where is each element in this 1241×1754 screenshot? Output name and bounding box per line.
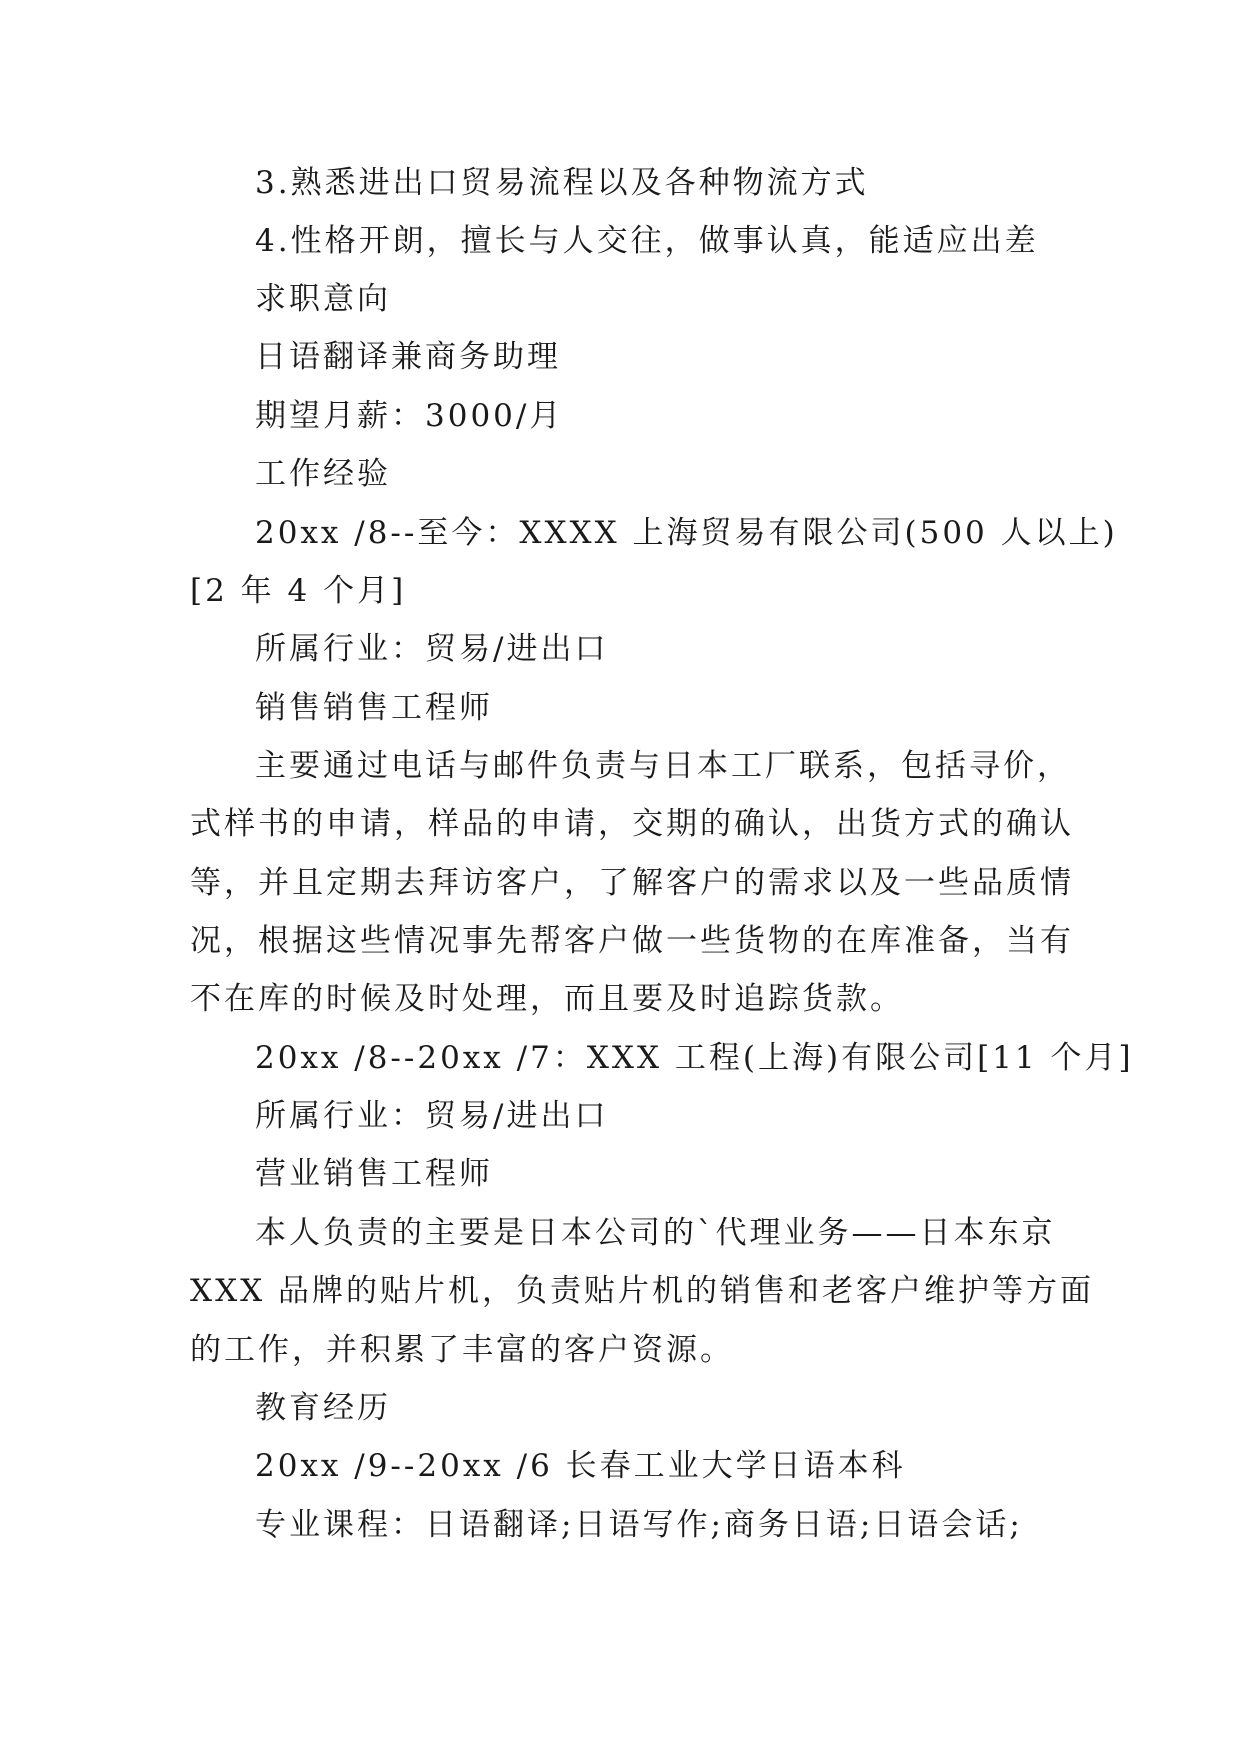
- job-2-title: 营业销售工程师: [255, 1156, 493, 1192]
- job-2-description-line: 本人负责的主要是日本公司的`代理业务——日本东京: [255, 1215, 1056, 1251]
- section-heading-education: 教育经历: [255, 1390, 391, 1426]
- skill-item-4: 4.性格开朗，擅长与人交往，做事认真，能适应出差: [255, 223, 1039, 259]
- job-2-description-line: XXX 品牌的贴片机，负责贴片机的销售和老客户维护等方面: [190, 1273, 1095, 1309]
- job-1-description-line: 主要通过电话与邮件负责与日本工厂联系，包括寻价，: [255, 748, 1071, 784]
- job-1-title: 销售销售工程师: [255, 690, 493, 726]
- section-heading-work-experience: 工作经验: [255, 456, 391, 492]
- job-1-duration: [2 年 4 个月]: [190, 573, 407, 609]
- skill-item-3: 3.熟悉进出口贸易流程以及各种物流方式: [255, 165, 869, 201]
- job-1-description-line: 等，并且定期去拜访客户，了解客户的需求以及一些品质情: [190, 865, 1074, 901]
- job-1-period-company: 20xx /8--至今：XXXX 上海贸易有限公司(500 人以上): [255, 515, 1118, 551]
- desired-position: 日语翻译兼商务助理: [255, 339, 561, 375]
- education-courses: 专业课程：日语翻译;日语写作;商务日语;日语会话;: [255, 1507, 1023, 1543]
- job-1-description-line: 况，根据这些情况事先帮客户做一些货物的在库准备，当有: [190, 923, 1074, 959]
- job-2-industry: 所属行业：贸易/进出口: [255, 1098, 609, 1134]
- job-1-description-line: 不在库的时候及时处理，而且要及时追踪货款。: [190, 981, 904, 1017]
- job-2-period-company: 20xx /8--20xx /7：XXX 工程(上海)有限公司[11 个月]: [255, 1040, 1134, 1076]
- job-1-description-line: 式样书的申请，样品的申请，交期的确认，出货方式的确认: [190, 806, 1074, 842]
- job-1-industry: 所属行业：贸易/进出口: [255, 631, 609, 667]
- job-2-description-line: 的工作，并积累了丰富的客户资源。: [190, 1332, 734, 1368]
- section-heading-job-intention: 求职意向: [255, 281, 391, 317]
- expected-salary: 期望月薪：3000/月: [255, 398, 564, 434]
- education-entry: 20xx /9--20xx /6 长春工业大学日语本科: [255, 1448, 906, 1484]
